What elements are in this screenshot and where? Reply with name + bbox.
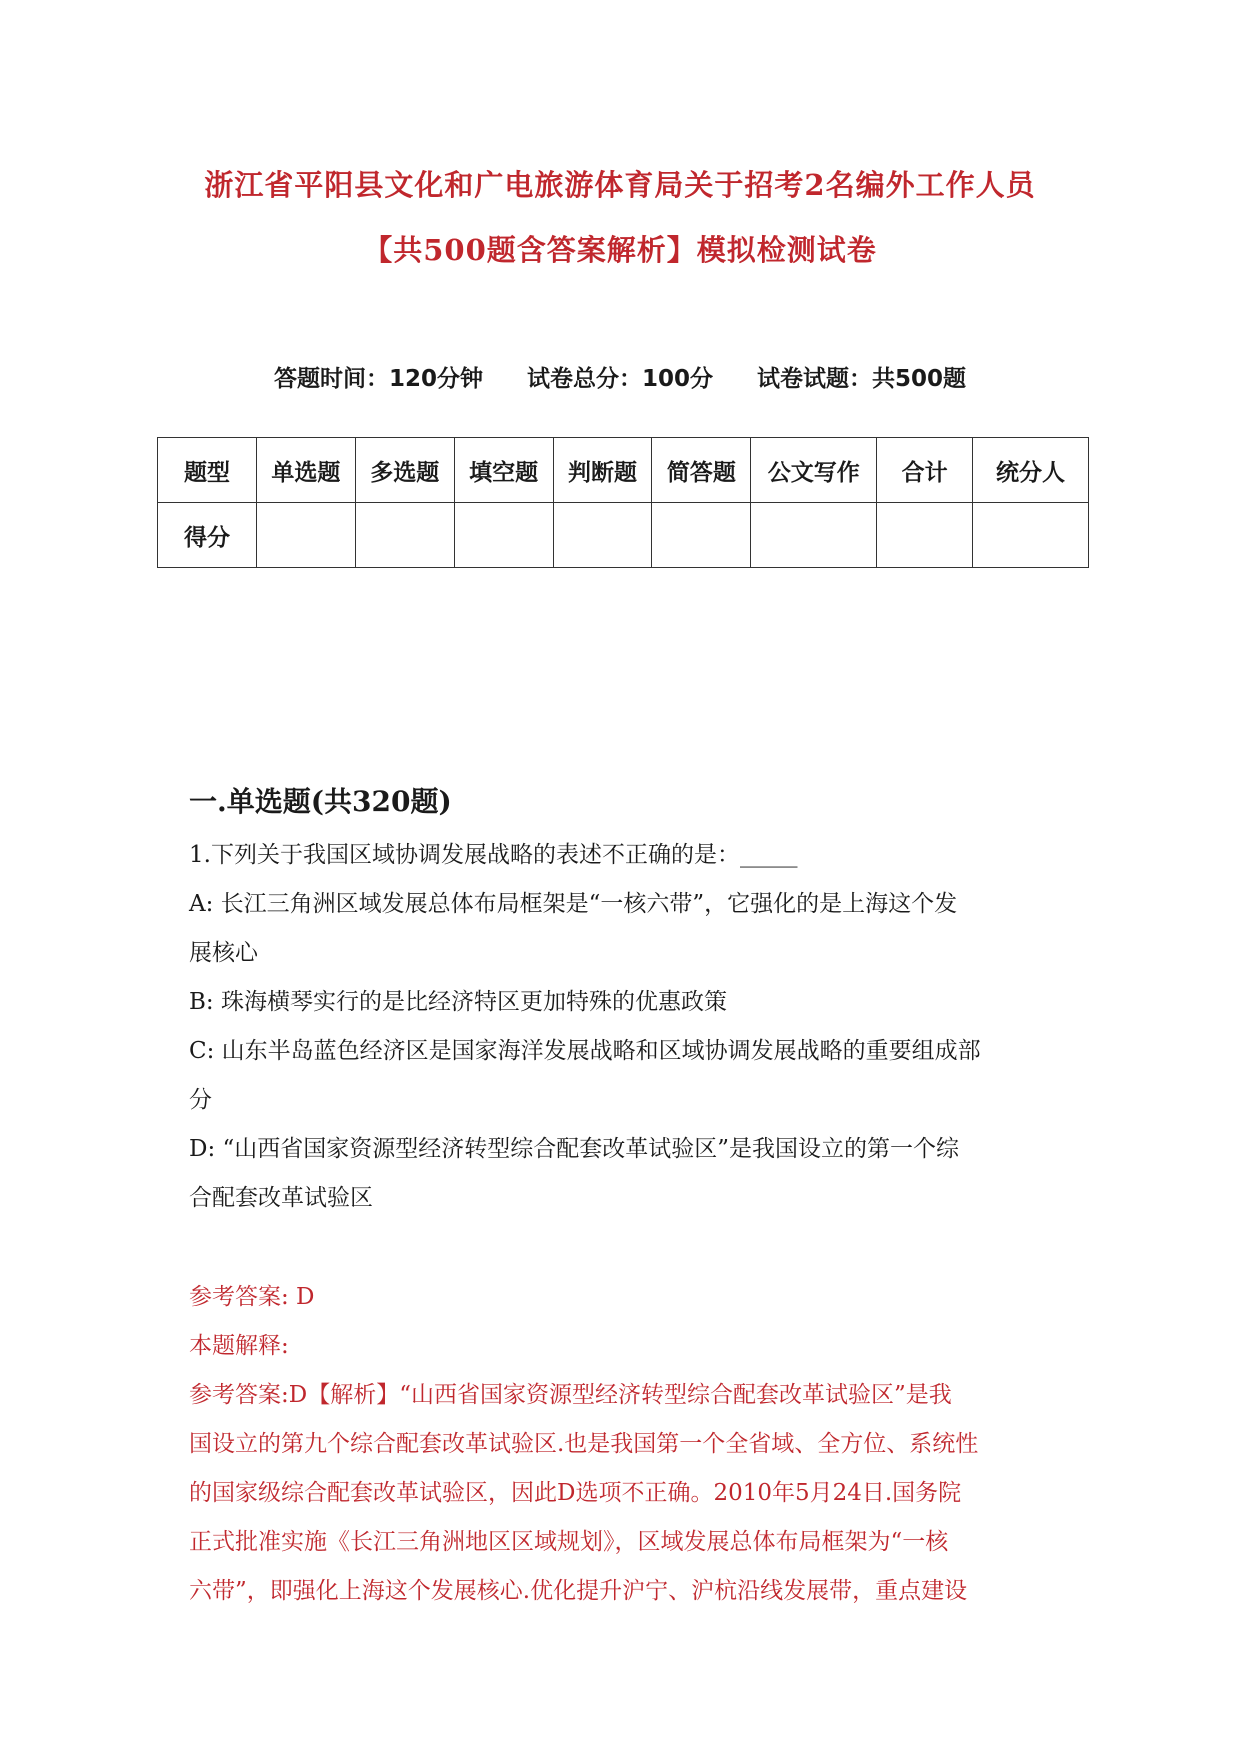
question-stem: 1.下列关于我国区域协调发展战略的表述不正确的是：_____ (189, 842, 798, 868)
score-cell (877, 503, 973, 568)
question-block (189, 831, 1059, 1223)
score-header-cell: 公文写作 (751, 438, 877, 503)
exam-time: 答题时间：120分钟 (273, 366, 483, 392)
answer-block (189, 1273, 1059, 1616)
explanation-line: 参考答案:D【解析】“山西省国家资源型经济转型综合配套改革试验区”是我 (189, 1382, 952, 1408)
score-header-cell: 多选题 (355, 438, 454, 503)
explanation-line: 正式批准实施《长江三角洲地区区域规划》，区域发展总体布局框架为“一核 (189, 1529, 949, 1555)
option-c-cont: 分 (189, 1087, 212, 1113)
option-d-cont: 合配套改革试验区 (189, 1185, 373, 1211)
score-header-cell: 统分人 (973, 438, 1089, 503)
score-header-cell: 填空题 (454, 438, 553, 503)
score-cell (454, 503, 553, 568)
score-cell (652, 503, 751, 568)
exam-meta (0, 360, 1240, 393)
score-header-cell: 合计 (877, 438, 973, 503)
exam-total-score: 试卷总分：100分 (526, 366, 713, 392)
section-title: 一.单选题(共320题) (189, 785, 452, 818)
explanation-line: 六带”，即强化上海这个发展核心.优化提升沪宁、沪杭沿线发展带，重点建设 (189, 1578, 968, 1604)
explanation-line: 国设立的第九个综合配套改革试验区.也是我国第一个全省域、全方位、系统性 (189, 1431, 979, 1457)
document-title-line-1: 浙江省平阳县文化和广电旅游体育局关于招考2名编外工作人员 (204, 168, 1036, 202)
exam-question-count: 试卷试题：共500题 (757, 366, 967, 392)
score-table-header-row (158, 438, 1089, 503)
option-d: D: “山西省国家资源型经济转型综合配套改革试验区”是我国设立的第一个综 (189, 1136, 960, 1162)
score-cell (751, 503, 877, 568)
score-header-cell: 题型 (158, 438, 257, 503)
score-table (157, 437, 1089, 568)
score-row-label: 得分 (158, 503, 257, 568)
explanation-line: 的国家级综合配套改革试验区，因此D选项不正确。2010年5月24日.国务院 (189, 1480, 962, 1506)
score-header-cell: 单选题 (256, 438, 355, 503)
explanation-label: 本题解释: (189, 1333, 289, 1359)
option-c: C: 山东半岛蓝色经济区是国家海洋发展战略和区域协调发展战略的重要组成部 (189, 1038, 981, 1064)
option-a-cont: 展核心 (189, 940, 258, 966)
option-b: B: 珠海横琴实行的是比经济特区更加特殊的优惠政策 (189, 989, 727, 1015)
score-table-score-row (158, 503, 1089, 568)
score-header-cell: 简答题 (652, 438, 751, 503)
score-header-cell: 判断题 (553, 438, 652, 503)
reference-answer: 参考答案: D (189, 1284, 315, 1310)
score-cell (355, 503, 454, 568)
score-cell (973, 503, 1089, 568)
score-cell (553, 503, 652, 568)
document-title-line-2: 【共500题含答案解析】模拟检测试卷 (363, 233, 877, 267)
option-a: A: 长江三角洲区域发展总体布局框架是“一核六带”，它强化的是上海这个发 (189, 891, 958, 917)
score-cell (256, 503, 355, 568)
